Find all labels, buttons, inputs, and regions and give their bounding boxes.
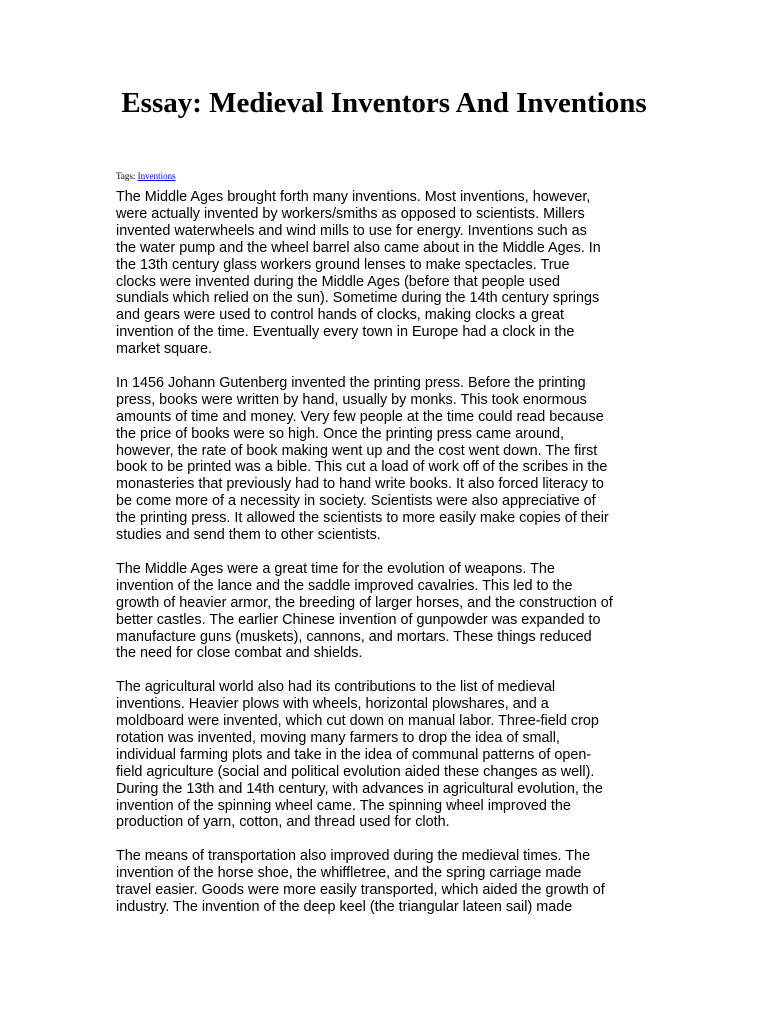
paragraph-4: The agricultural world also had its contributions to the list of medieval inventions. Heavier plows with wheels, horizontal plowshares, and a moldboard were invented, which cut down on manual labor. Three-field crop rotation was invented, moving many farmers to drop the idea of small, individual farming plots and take in the idea of communal patterns of open- field agriculture (social and political evolution aided these changes as well). During the 13th and 14th century, with advances in agricultural evolution, the invention of the spinning wheel came. The spinning wheel improved the production of yarn, cotton, and thread used for cloth. bbox=[116, 679, 603, 831]
paragraph-3: The Middle Ages were a great time for the evolution of weapons. The invention of the lance and the saddle improved cavalries. This led to the growth of heavier armor, the breeding of larger horses, and the construction of better castles. The earlier Chinese invention of gunpowder was expanded to manufacture guns (muskets), cannons, and mortars. These things reduced the need for close combat and shields. bbox=[116, 560, 613, 662]
tag-link-inventions[interactable]: Inventions bbox=[137, 171, 176, 181]
tags-label: Tags: bbox=[116, 171, 136, 181]
paragraph-5: The means of transportation also improved during the medieval times. The invention of the horse shoe, the whiffletree, and the spring carriage made travel easier. Goods were more easily transported, which aided the growth of industry. The invention of the deep keel (the triangular lateen sail) made bbox=[116, 848, 605, 915]
tags-line bbox=[116, 170, 176, 182]
document-title: Essay: Medieval Inventors And Inventions bbox=[121, 87, 647, 119]
paragraph-2: In 1456 Johann Gutenberg invented the printing press. Before the printing press, books were written by hand, usually by monks. This took enormous amounts of time and money. Very few people at the time could read because the price of books were so high. Once the printing press came around, however, the rate of book making went up and the cost went down. The first book to be printed was a bible. This cut a load of work off of the scribes in the monasteries that previously had to hand write books. It also forced literacy to be come more of a necessity in society. Scientists were also appreciative of the printing press. It allowed the scientists to more easily make copies of their studies and send them to other scientists. bbox=[116, 374, 609, 544]
paragraph-1: The Middle Ages brought forth many inventions. Most inventions, however, were actually invented by workers/smiths as opposed to scientists. Millers invented waterwheels and wind mills to use for energy. Inventions such as the water pump and the wheel barrel also came about in the Middle Ages. In the 13th century glass workers ground lenses to make spectacles. True clocks were invented during the Middle Ages (before that people used sundials which relied on the sun). Sometime during the 14th century springs and gears were used to control hands of clocks, making clocks a great invention of the time. Eventually every town in Europe had a clock in the market square. bbox=[116, 189, 601, 358]
essay-body bbox=[116, 189, 661, 933]
